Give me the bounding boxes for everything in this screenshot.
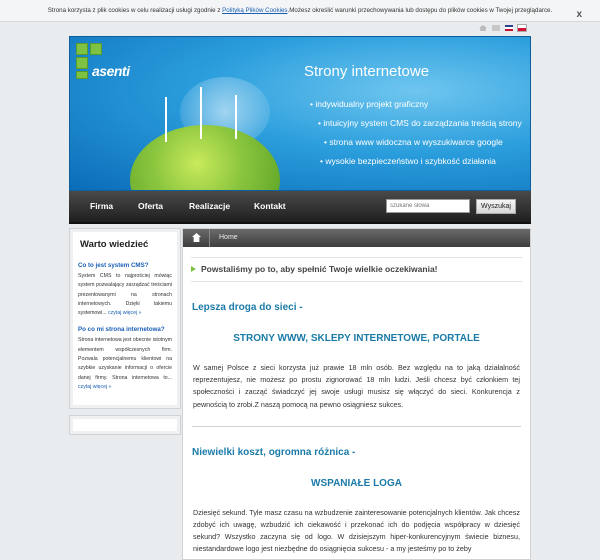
banner-bullet: • strona www widoczna w wyszukiwarce google (324, 137, 503, 147)
welcome-heading (191, 257, 522, 282)
turbine-icon (165, 97, 167, 142)
search-button[interactable]: Wyszukaj (476, 199, 516, 214)
banner-bullets (310, 99, 522, 175)
logo-square (76, 43, 88, 55)
logo-square (76, 71, 88, 79)
nav-item-oferta[interactable]: Oferta (138, 201, 164, 211)
section-paragraph: Dziesięć sekund. Tyle masz czasu na wzbudzenie zainteresowanie potencjalnych klientów. Jak chcesz zdobyć ich uwagę, wzbudzić ich ciekawość i przekonać ich do podjęcia współpracy w dziesięć sekund? Wszystko zaczyna się od logo. W dzisiejszym hiper-konkurencyjnym świecie biznesu, niestandardowe logo jest niezbędne do osiągnięcia sukcesu - a my jesteśmy po to żeby (193, 507, 520, 554)
sidebar-title: Warto wiedzieć (80, 239, 149, 250)
sidebar-answer (78, 272, 172, 318)
sidebar-box (69, 228, 181, 409)
home-icon[interactable] (192, 233, 201, 242)
home-icon[interactable] (479, 25, 487, 31)
turbine-icon (235, 95, 237, 139)
cookie-bar (0, 0, 600, 22)
uk-flag-icon[interactable] (505, 25, 513, 31)
main-nav (69, 191, 531, 224)
banner-bullet: • wysokie bezpieczeństwo i szybkość działania (320, 156, 496, 166)
section-subtitle: WSPANIAŁE LOGA (311, 477, 402, 489)
section-title: Lepsza droga do sieci - (192, 302, 303, 313)
logo-text: asenti (92, 63, 130, 79)
nav-item-firma[interactable]: Firma (90, 201, 114, 211)
section-title: Niewielki koszt, ogromna różnica - (192, 446, 356, 458)
nav-item-kontakt[interactable]: Kontakt (254, 201, 286, 211)
breadcrumb (183, 229, 530, 247)
logo-square (76, 57, 88, 69)
divider (192, 426, 521, 427)
nav-item-realizacje[interactable]: Realizacje (189, 201, 231, 211)
main-content (182, 228, 531, 560)
sidebar-question[interactable]: Co to jest system CMS? (78, 262, 149, 269)
turbine-icon (200, 87, 202, 139)
logo-square (90, 43, 102, 55)
page-wrapper (69, 36, 531, 224)
read-more-link[interactable]: czytaj więcej » (108, 310, 142, 317)
banner-title: Strony internetowe (304, 63, 430, 80)
sidebar-question[interactable]: Po co mi strona internetowa? (78, 326, 165, 334)
search-input[interactable] (386, 199, 470, 213)
breadcrumb-separator (209, 229, 210, 247)
section-paragraph: W samej Polsce z sieci korzysta już prawie 18 mln osób. Bez względu na to jaką działalność reprezentujesz, nie możesz po prostu zignorować 18 mln ludzi. Jeśli chcesz być członkiem tej społeczności i zacząć świadczyć jej swoje usługi musisz się włączyć do sieci. Konkurencja z pewnością to zrobi.Z naszą pomocą na pewno osiągniesz sukces. (193, 363, 520, 409)
breadcrumb-home[interactable]: Home (219, 234, 238, 241)
welcome-text: Powstaliśmy po to, aby spełnić Twoje wielkie oczekiwania! (201, 264, 438, 274)
header-banner (69, 36, 531, 191)
sidebar (69, 228, 181, 435)
close-icon[interactable]: x (576, 9, 582, 20)
logo[interactable] (76, 43, 136, 81)
sidebar-answer-text: Strona internetowa jest obecnie istotnym elementem współczesnych firm. Pozwala potencjalnemu klientowi na szybkie uzyskanie informacji o ofercie danej firmy. Strona internetowa to... (78, 337, 172, 381)
cookie-policy-link[interactable]: Polityką Plików Cookies (222, 7, 288, 14)
pl-flag-icon[interactable] (518, 25, 526, 31)
arrow-bullet-icon (191, 266, 196, 272)
sidebar-box-empty (69, 415, 181, 435)
sidebar-answer (78, 336, 172, 392)
banner-bullet: • intuicyjny system CMS do zarządzania treścią strony (318, 118, 522, 128)
top-icons (479, 25, 526, 31)
sidebar-answer-text: System CMS to najprościej mówiąc system pozwalający zarządzać treściami prezentowanymi na stronach internetowych. Dzięki takiemu systemowi... (78, 273, 172, 317)
banner-bullet: • indywidualny projekt graficzny (310, 99, 429, 109)
read-more-link[interactable]: czytaj więcej » (78, 383, 112, 390)
cookie-text: Strona korzysta z plik cookies w celu realizacji usługi zgodnie z (47, 7, 223, 14)
mail-icon[interactable] (492, 25, 500, 31)
section-subtitle: STRONY WWW, SKLEPY INTERNETOWE, PORTALE (233, 333, 480, 344)
cookie-text-2: .Możesz określić warunki przechowywania lub dostępu do plików cookies w Twojej przeglądarce. (287, 7, 553, 14)
